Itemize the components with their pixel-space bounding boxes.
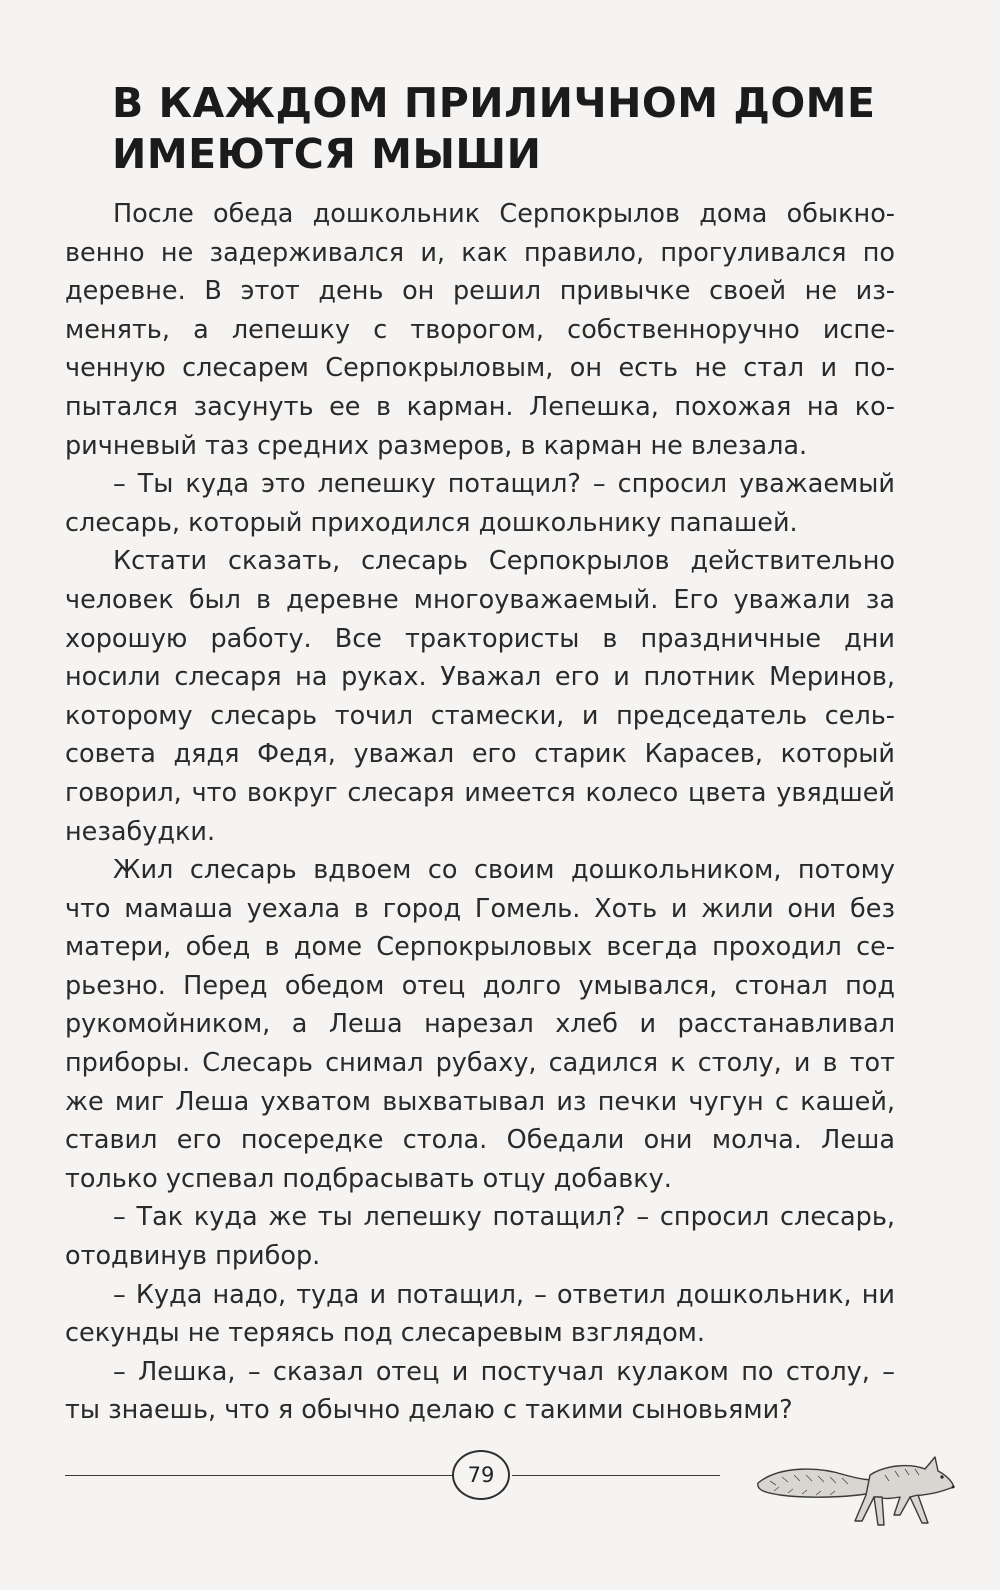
paragraph: Кстати сказать, слесарь Серпокрылов действительно человек был в деревне многоуважаемый. Его уважали за хорошую работу. Все трактористы в праздничные дни носили слесаря на руках. Уважал его и плотник Меринов, которому слесарь точил стамески, и председатель сельсовета дядя Федя, уважал его старик Карасев, который говорил, что вокруг слесаря имеется колесо цвета увядшей незабудки. [65, 546, 895, 847]
footer-rule-left [65, 1475, 452, 1476]
paragraph: – Так куда же ты лепешку потащил? – спросил слесарь, отодвинув прибор. [65, 1202, 895, 1272]
chapter-title-line-1: В КАЖДОМ ПРИЛИЧНОМ ДОМЕ [112, 79, 876, 127]
paragraph: – Куда надо, туда и потащил, – ответил дошкольник, ни секунды не теряясь под слесаревым взглядом. [65, 1279, 895, 1349]
paragraph: – Лешка, – сказал отец и постучал кулаком по столу, – ты знаешь, что я обычно делаю с такими сыновьями? [65, 1356, 895, 1426]
fox-illustration-icon [750, 1435, 960, 1535]
chapter-title [112, 78, 912, 180]
page-number: 79 [452, 1450, 510, 1500]
chapter-body [65, 195, 895, 1430]
chapter-title-line-2: ИМЕЮТСЯ МЫШИ [112, 130, 542, 178]
paragraph: Жил слесарь вдвоем со своим дошкольником, потому что мамаша уехала в город Гомель. Хоть и жили они без матери, обед в доме Серпокрыловых всегда проходил серьезно. Перед обедом отец долго умывался, стонал под рукомойником, а Леша нарезал хлеб и расстанавливал приборы. Слесарь снимал рубаху, садился к столу, и в тот же миг Леша ухватом выхватывал из печки чугун с кашей, ставил его посередке стола. Обедали они молча. Леша только успевал подбрасывать отцу добавку. [65, 855, 895, 1194]
paragraph: После обеда дошкольник Серпокрылов дома обыкновенно не задерживался и, как правило, прогуливался по деревне. В этот день он решил привычке своей не изменять, а лепешку с творогом, собственноручно испеченную слесарем Серпокрыловым, он есть не стал и попытался засунуть ее в карман. Лепешка, похожая на коричневый таз средних размеров, в карман не влезала. [65, 199, 895, 461]
footer-rule-right [512, 1475, 720, 1476]
paragraph: – Ты куда это лепешку потащил? – спросил уважаемый слесарь, который приходился дошкольнику папашей. [65, 469, 895, 538]
